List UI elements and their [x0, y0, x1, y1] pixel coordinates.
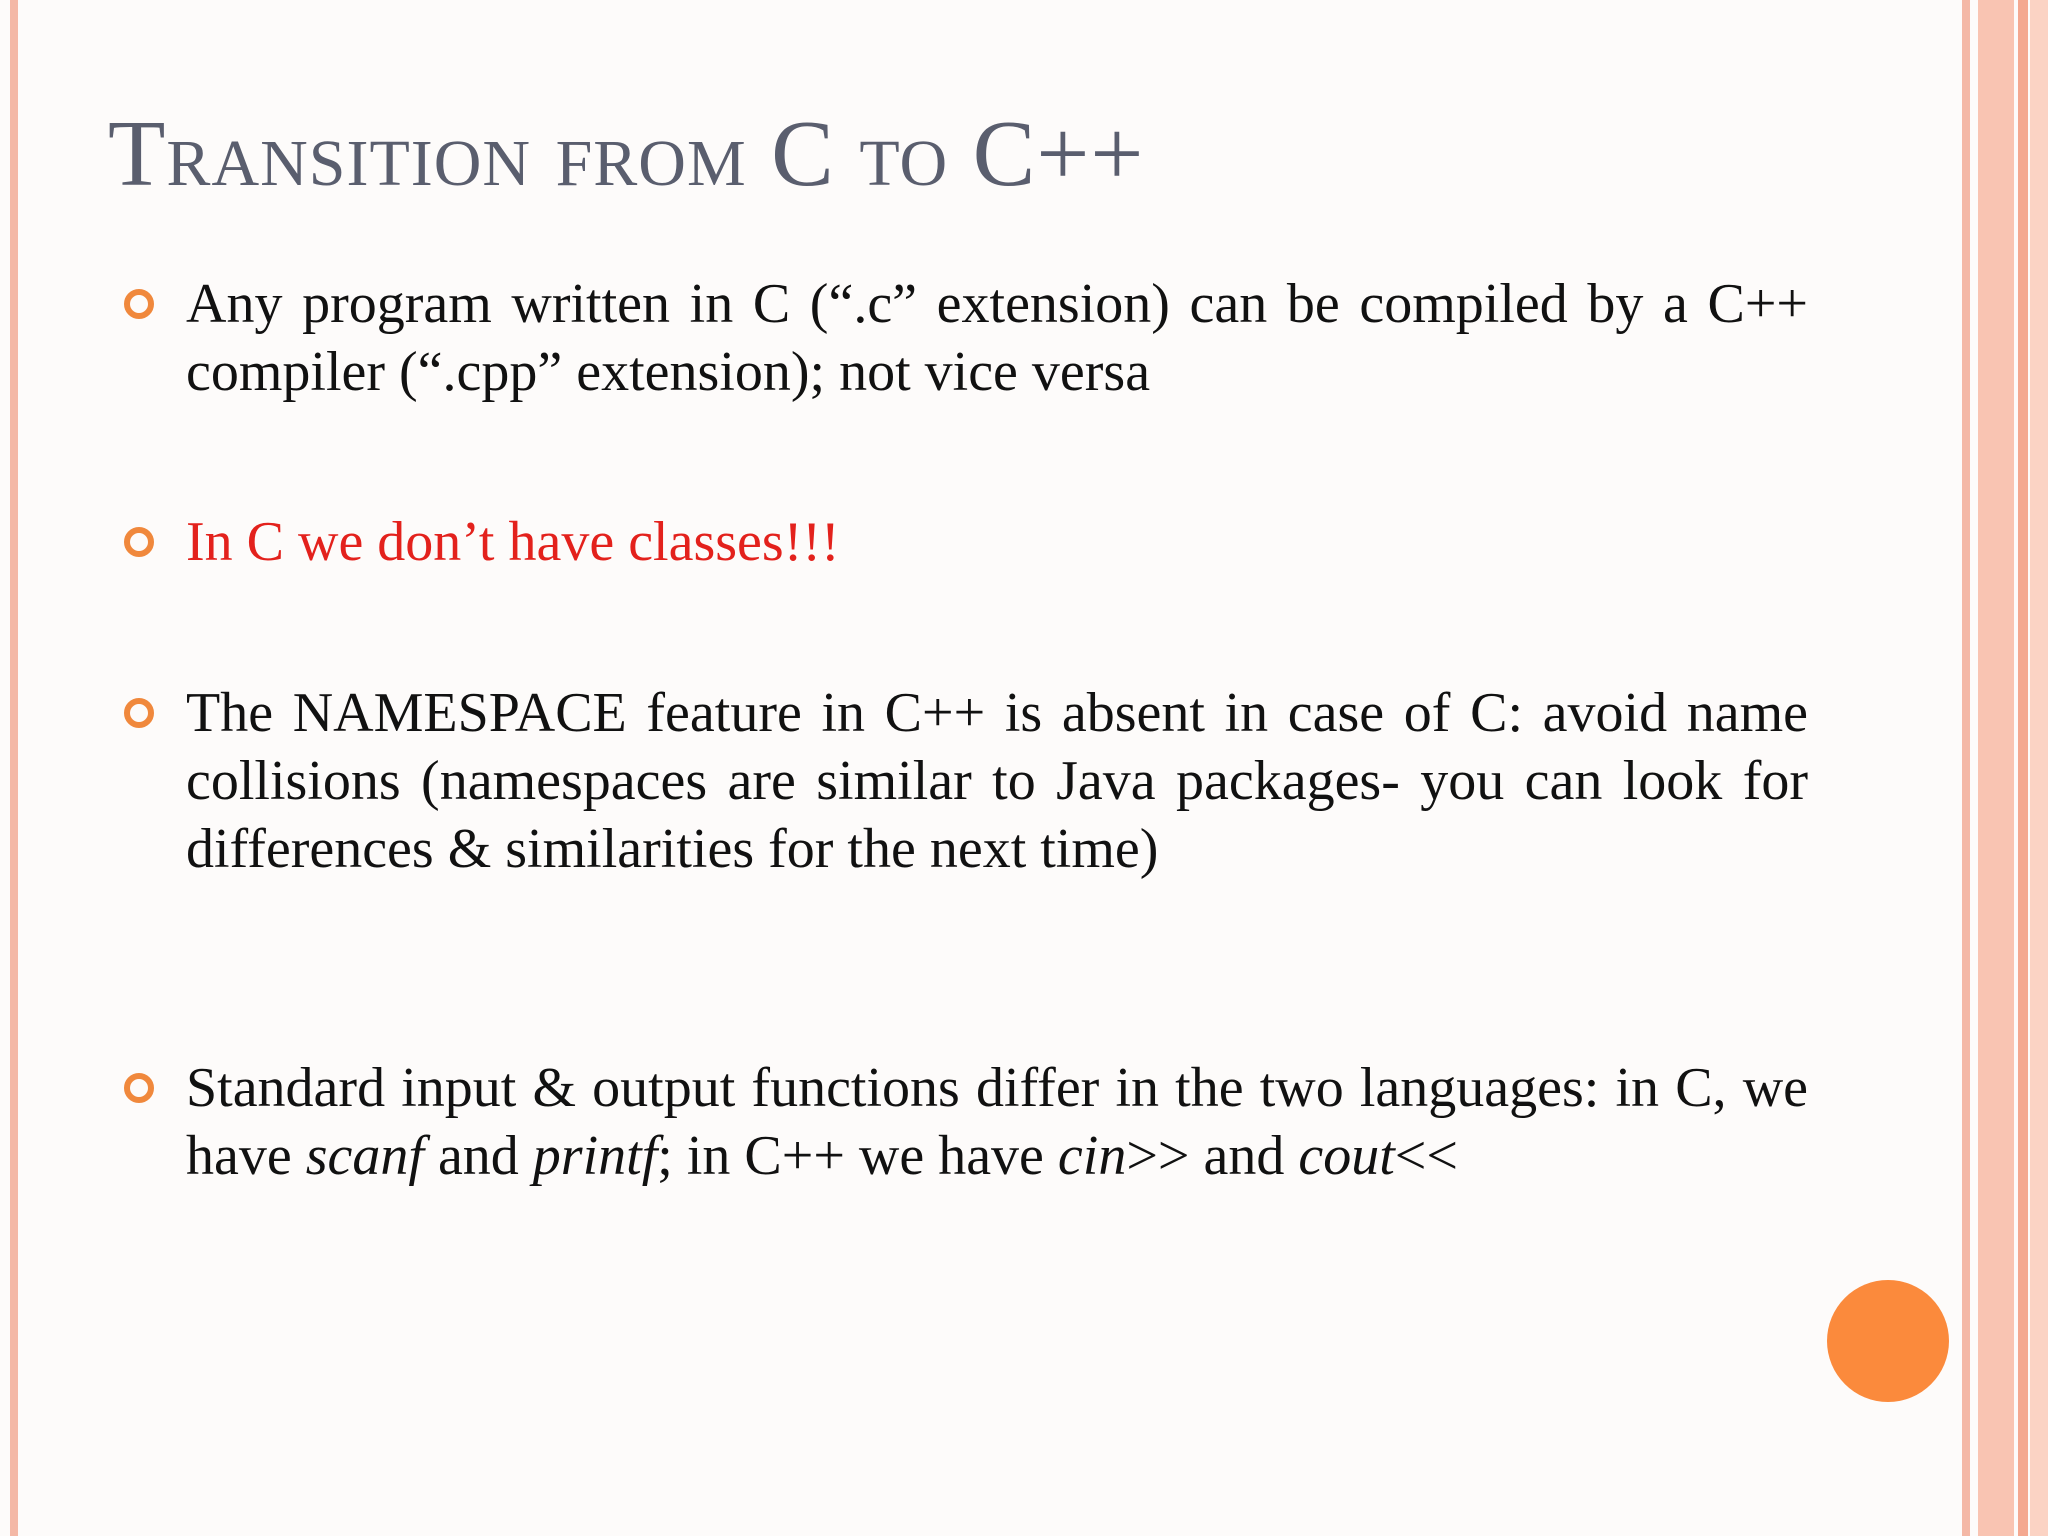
bullet-text: Any program written in C (“.c” extension) can be compiled by a C++ compiler (“.cpp” extension); not vice versa [186, 273, 1808, 403]
bullet-item [124, 679, 1808, 883]
code-term-cout: cout [1298, 1125, 1395, 1187]
text-segment: >> and [1126, 1125, 1299, 1187]
slide-title: Transition from C to C++ [108, 102, 1145, 206]
code-term-printf: printf [532, 1125, 658, 1187]
bullet-text: The NAMESPACE feature in C++ is absent in case of C: avoid name collisions (namespaces are similar to Java packages- you can look for differences & similarities for the next time) [186, 682, 1808, 880]
bullet-circle-icon [124, 698, 154, 728]
bullet-text: In C we don’t have classes!!! [186, 511, 840, 573]
decorative-orange-circle [1827, 1280, 1949, 1402]
bullet-circle-icon [124, 527, 154, 557]
code-term-cin: cin [1057, 1125, 1127, 1187]
code-term-scanf: scanf [305, 1125, 424, 1187]
text-segment: and [423, 1125, 533, 1187]
text-segment: ; in C++ we have [657, 1125, 1058, 1187]
text-segment: Standard input & output functions differ in the two languages: in C, we have [186, 1057, 1808, 1187]
text-segment: << [1394, 1125, 1458, 1187]
bullet-circle-icon [124, 289, 154, 319]
bullet-item [124, 1054, 1808, 1190]
bullet-item-highlighted [124, 508, 1808, 576]
bullet-text [186, 1054, 1808, 1190]
bullet-item [124, 270, 1808, 406]
bullet-circle-icon [124, 1073, 154, 1103]
